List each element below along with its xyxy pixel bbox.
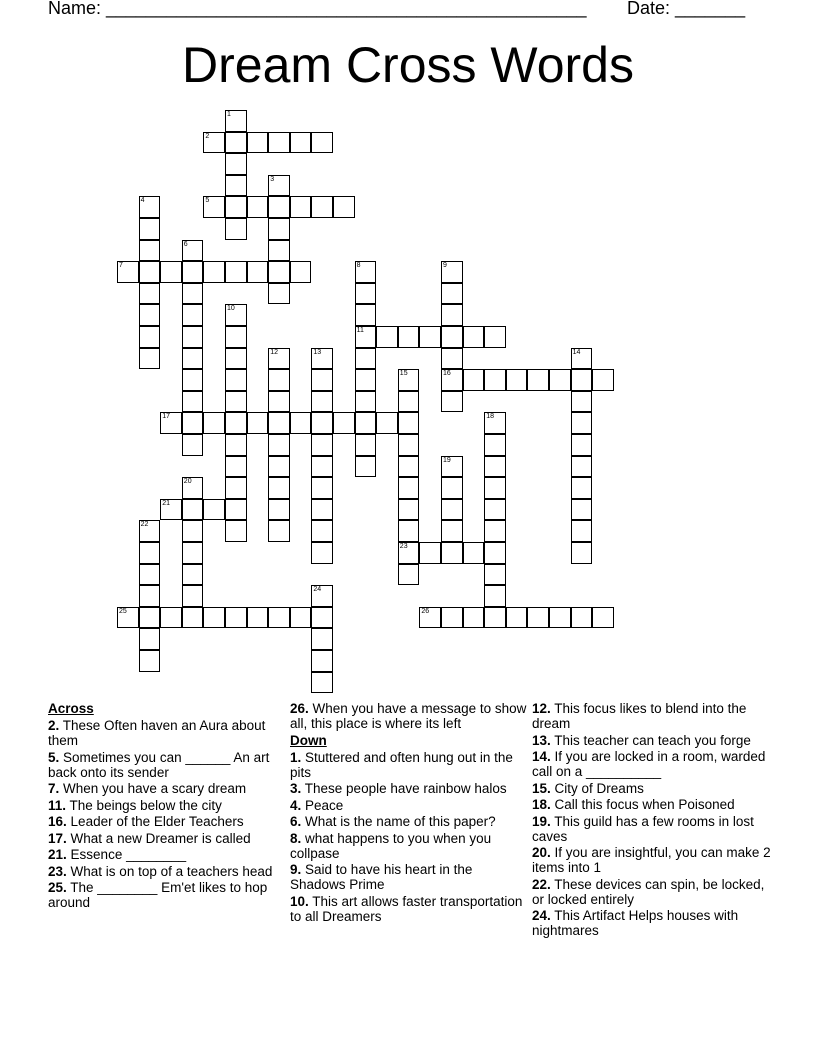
clue-number: 5. xyxy=(48,749,60,765)
grid-cell[interactable] xyxy=(441,607,463,629)
grid-cell[interactable] xyxy=(484,585,506,607)
grid-cell[interactable] xyxy=(441,369,463,391)
grid-cell[interactable] xyxy=(311,542,333,564)
grid-cell[interactable] xyxy=(268,175,290,197)
grid-cell[interactable] xyxy=(225,434,247,456)
clue-down-20 xyxy=(532,845,772,875)
grid-cell[interactable] xyxy=(160,607,182,629)
grid-cell[interactable] xyxy=(247,261,269,283)
date-field[interactable]: Date: _______ xyxy=(627,0,746,18)
grid-cell[interactable] xyxy=(441,283,463,305)
cell-number: 19 xyxy=(443,456,451,464)
grid-cell[interactable] xyxy=(139,261,161,283)
grid-cell[interactable] xyxy=(290,412,312,434)
grid-cell[interactable] xyxy=(203,499,225,521)
grid-cell[interactable] xyxy=(182,283,204,305)
grid-cell[interactable] xyxy=(398,456,420,478)
clues-column-3 xyxy=(532,701,772,940)
grid-cell[interactable] xyxy=(527,607,549,629)
clue-number: 20. xyxy=(532,845,551,860)
grid-cell[interactable] xyxy=(160,261,182,283)
grid-cell[interactable] xyxy=(139,283,161,305)
clue-across-21 xyxy=(48,847,288,862)
grid-cell[interactable] xyxy=(225,261,247,283)
clue-across-11 xyxy=(48,798,288,813)
clue-text: Peace xyxy=(305,797,344,813)
clue-down-18 xyxy=(532,797,772,812)
grid-cell[interactable] xyxy=(268,607,290,629)
clue-down-15 xyxy=(532,781,772,796)
grid-cell[interactable] xyxy=(484,456,506,478)
grid-cell[interactable] xyxy=(398,326,420,348)
clue-down-14 xyxy=(532,749,772,779)
grid-cell[interactable] xyxy=(268,456,290,478)
clue-number: 8. xyxy=(290,830,302,846)
grid-cell[interactable] xyxy=(225,369,247,391)
grid-cell[interactable] xyxy=(311,348,333,370)
clue-text: What is the name of this paper? xyxy=(305,814,496,829)
grid-cell[interactable] xyxy=(571,542,593,564)
clue-across-16 xyxy=(48,814,288,829)
cell-number: 23 xyxy=(399,543,408,550)
grid-cell[interactable] xyxy=(592,369,614,391)
grid-cell[interactable] xyxy=(225,110,247,132)
grid-cell[interactable] xyxy=(225,326,247,348)
grid-cell[interactable] xyxy=(441,499,463,521)
clue-text: These people have rainbow halos xyxy=(304,781,507,796)
clue-number: 15. xyxy=(532,780,551,796)
clue-text: This Artifact Helps houses with nightmares xyxy=(532,908,739,938)
clue-down-3 xyxy=(290,781,530,796)
grid-cell[interactable] xyxy=(441,391,463,413)
grid-cell[interactable] xyxy=(182,607,204,629)
grid-cell[interactable] xyxy=(463,542,485,564)
grid-cell[interactable] xyxy=(290,261,312,283)
grid-cell[interactable] xyxy=(225,304,247,326)
grid-cell[interactable] xyxy=(311,391,333,413)
clue-across-23 xyxy=(48,864,288,879)
grid-cell[interactable] xyxy=(484,607,506,629)
grid-cell[interactable] xyxy=(484,477,506,499)
clue-down-13 xyxy=(532,733,772,748)
grid-cell[interactable] xyxy=(268,196,290,218)
clue-text: Said to have his heart in the Shadows Prime xyxy=(290,862,473,892)
grid-cell[interactable] xyxy=(376,412,398,434)
grid-cell[interactable] xyxy=(441,261,463,283)
grid-cell[interactable] xyxy=(268,132,290,154)
grid-cell[interactable] xyxy=(311,499,333,521)
cell-number: 25 xyxy=(119,607,127,615)
grid-cell[interactable] xyxy=(571,412,593,434)
cell-number: 10 xyxy=(227,305,235,313)
grid-cell[interactable] xyxy=(203,196,225,218)
grid-cell[interactable] xyxy=(571,499,593,521)
cell-number: 3 xyxy=(270,175,275,183)
grid-cell[interactable] xyxy=(571,477,593,499)
grid-cell[interactable] xyxy=(571,369,593,391)
grid-cell[interactable] xyxy=(247,132,269,154)
grid-cell[interactable] xyxy=(268,283,290,305)
grid-cell[interactable] xyxy=(182,261,204,283)
clue-text: These devices can spin, be locked, or locked entirely xyxy=(532,876,765,907)
grid-cell[interactable] xyxy=(268,520,290,542)
grid-cell[interactable] xyxy=(441,477,463,499)
grid-cell[interactable] xyxy=(139,240,161,262)
clue-text: Stuttered and often hung out in the pits xyxy=(290,749,513,780)
grid-cell[interactable] xyxy=(268,434,290,456)
clue-text: This focus likes to blend into the dream xyxy=(532,701,747,731)
grid-cell[interactable] xyxy=(160,412,182,434)
grid-cell[interactable] xyxy=(484,434,506,456)
grid-cell[interactable] xyxy=(182,477,204,499)
grid-cell[interactable] xyxy=(419,607,441,629)
grid-cell[interactable] xyxy=(182,564,204,586)
clue-across-7 xyxy=(48,781,288,796)
grid-cell[interactable] xyxy=(225,607,247,629)
clue-number: 7. xyxy=(48,781,60,796)
clue-across-26 xyxy=(290,701,530,731)
clue-text: If you are locked in a room, warded call on a __________ xyxy=(532,749,766,779)
grid-cell[interactable] xyxy=(225,348,247,370)
cell-number: 14 xyxy=(572,348,581,356)
clue-down-9 xyxy=(290,862,530,892)
grid-cell[interactable] xyxy=(247,412,269,434)
grid-cell[interactable] xyxy=(398,412,420,434)
grid-cell[interactable] xyxy=(463,369,485,391)
grid-cell[interactable] xyxy=(311,477,333,499)
grid-cell[interactable] xyxy=(355,412,377,434)
cell-number: 1 xyxy=(227,111,231,118)
grid-cell[interactable] xyxy=(139,520,161,542)
grid-cell[interactable] xyxy=(117,607,139,629)
grid-cell[interactable] xyxy=(398,434,420,456)
clue-number: 17. xyxy=(48,830,67,846)
clue-number: 26. xyxy=(290,701,309,716)
grid-cell[interactable] xyxy=(225,196,247,218)
grid-cell[interactable] xyxy=(268,369,290,391)
grid-cell[interactable] xyxy=(484,520,506,542)
grid-cell[interactable] xyxy=(268,391,290,413)
grid-cell[interactable] xyxy=(182,348,204,370)
grid-cell[interactable] xyxy=(268,240,290,262)
grid-cell[interactable] xyxy=(506,607,528,629)
clue-down-8 xyxy=(290,831,530,861)
grid-cell[interactable] xyxy=(268,348,290,370)
cell-number: 16 xyxy=(443,370,451,378)
grid-cell[interactable] xyxy=(441,456,463,478)
clue-number: 24. xyxy=(532,908,551,923)
grid-cell[interactable] xyxy=(182,412,204,434)
cell-number: 4 xyxy=(140,197,145,205)
grid-cell[interactable] xyxy=(398,542,420,564)
grid-cell[interactable] xyxy=(182,585,204,607)
grid-cell[interactable] xyxy=(311,607,333,629)
cell-number: 11 xyxy=(356,327,364,334)
grid-cell[interactable] xyxy=(355,369,377,391)
grid-cell[interactable] xyxy=(182,369,204,391)
grid-cell[interactable] xyxy=(268,477,290,499)
grid-cell[interactable] xyxy=(441,326,463,348)
grid-cell[interactable] xyxy=(571,391,593,413)
cell-number: 26 xyxy=(421,607,430,615)
grid-cell[interactable] xyxy=(311,456,333,478)
grid-cell[interactable] xyxy=(225,499,247,521)
grid-cell[interactable] xyxy=(549,607,571,629)
clue-number: 11. xyxy=(48,797,67,813)
grid-cell[interactable] xyxy=(571,520,593,542)
grid-cell[interactable] xyxy=(139,304,161,326)
grid-cell[interactable] xyxy=(182,304,204,326)
clue-down-4 xyxy=(290,798,530,813)
grid-cell[interactable] xyxy=(182,499,204,521)
grid-cell[interactable] xyxy=(139,348,161,370)
clue-text: what happens to you when you collpase xyxy=(290,830,492,861)
clue-text: When you have a scary dream xyxy=(63,781,247,796)
grid-cell[interactable] xyxy=(398,564,420,586)
grid-cell[interactable] xyxy=(311,650,333,672)
grid-cell[interactable] xyxy=(225,412,247,434)
grid-cell[interactable] xyxy=(398,391,420,413)
clue-text: This art allows faster transportation to all Dreamers xyxy=(290,893,523,924)
grid-cell[interactable] xyxy=(225,132,247,154)
grid-cell[interactable] xyxy=(484,564,506,586)
clue-number: 9. xyxy=(290,862,302,877)
clue-number: 14. xyxy=(532,749,551,764)
clue-text: The ________ Em'et likes to hop around xyxy=(48,880,268,910)
clue-text: This teacher can teach you forge xyxy=(554,732,751,748)
cell-number: 20 xyxy=(183,478,192,486)
clue-number: 10. xyxy=(290,893,309,909)
grid-cell[interactable] xyxy=(290,132,312,154)
clue-down-1 xyxy=(290,750,530,780)
grid-cell[interactable] xyxy=(355,391,377,413)
grid-cell[interactable] xyxy=(139,585,161,607)
clue-text: This guild has a few rooms in lost caves xyxy=(532,813,754,844)
grid-cell[interactable] xyxy=(117,261,139,283)
grid-cell[interactable] xyxy=(355,348,377,370)
cell-number: 12 xyxy=(270,348,278,356)
grid-cell[interactable] xyxy=(139,542,161,564)
grid-cell[interactable] xyxy=(376,326,398,348)
grid-cell[interactable] xyxy=(311,628,333,650)
name-field[interactable]: Name: ________________________________________________ xyxy=(48,0,587,18)
clue-number: 25. xyxy=(48,880,67,895)
grid-cell[interactable] xyxy=(398,477,420,499)
clue-number: 23. xyxy=(48,863,67,879)
page-title: Dream Cross Words xyxy=(182,37,634,93)
grid-cell[interactable] xyxy=(484,412,506,434)
grid-cell[interactable] xyxy=(355,456,377,478)
grid-cell[interactable] xyxy=(398,499,420,521)
clue-down-6 xyxy=(290,814,530,829)
grid-cell[interactable] xyxy=(311,369,333,391)
grid-cell[interactable] xyxy=(182,240,204,262)
grid-cell[interactable] xyxy=(311,585,333,607)
grid-cell[interactable] xyxy=(484,499,506,521)
grid-cell[interactable] xyxy=(160,499,182,521)
across-heading: Across xyxy=(48,701,94,716)
clue-across-25 xyxy=(48,880,288,910)
cell-number: 18 xyxy=(486,413,494,421)
grid-cell[interactable] xyxy=(225,477,247,499)
grid-cell[interactable] xyxy=(225,153,247,175)
grid-cell[interactable] xyxy=(571,348,593,370)
clue-down-12 xyxy=(532,701,772,731)
cell-number: 8 xyxy=(356,262,361,270)
grid-cell[interactable] xyxy=(463,326,485,348)
clue-down-19 xyxy=(532,814,772,844)
clue-text: When you have a message to show all, this place is where its left xyxy=(290,701,527,731)
clue-text: What a new Dreamer is called xyxy=(70,830,251,846)
grid-cell[interactable] xyxy=(571,607,593,629)
cell-number: 5 xyxy=(205,197,210,205)
grid-cell[interactable] xyxy=(355,283,377,305)
clue-number: 3. xyxy=(290,781,302,796)
grid-cell[interactable] xyxy=(203,261,225,283)
grid-cell[interactable] xyxy=(441,542,463,564)
clue-number: 6. xyxy=(290,814,302,829)
grid-cell[interactable] xyxy=(571,434,593,456)
clue-down-24 xyxy=(532,908,772,938)
grid-cell[interactable] xyxy=(398,520,420,542)
grid-cell[interactable] xyxy=(311,434,333,456)
clue-down-22 xyxy=(532,877,772,907)
grid-cell[interactable] xyxy=(549,369,571,391)
grid-cell[interactable] xyxy=(311,672,333,694)
grid-cell[interactable] xyxy=(268,499,290,521)
grid-cell[interactable] xyxy=(139,218,161,240)
grid-cell[interactable] xyxy=(182,326,204,348)
grid-cell[interactable] xyxy=(139,564,161,586)
grid-cell[interactable] xyxy=(268,412,290,434)
grid-cell[interactable] xyxy=(225,456,247,478)
grid-cell[interactable] xyxy=(527,369,549,391)
grid-cell[interactable] xyxy=(571,456,593,478)
grid-cell[interactable] xyxy=(441,304,463,326)
grid-cell[interactable] xyxy=(225,520,247,542)
clue-text: The beings below the city xyxy=(69,797,222,813)
grid-cell[interactable] xyxy=(139,650,161,672)
grid-cell[interactable] xyxy=(225,175,247,197)
clue-number: 4. xyxy=(290,797,302,813)
down-heading: Down xyxy=(290,732,327,748)
clue-text: What is on top of a teachers head xyxy=(70,863,273,879)
cell-number: 6 xyxy=(183,240,188,248)
grid-cell[interactable] xyxy=(311,196,333,218)
clues-column-1 xyxy=(48,701,288,912)
grid-cell[interactable] xyxy=(225,218,247,240)
grid-cell[interactable] xyxy=(139,628,161,650)
grid-cell[interactable] xyxy=(203,607,225,629)
cell-number: 24 xyxy=(313,586,322,594)
cell-number: 17 xyxy=(162,413,170,421)
grid-cell[interactable] xyxy=(419,542,441,564)
grid-cell[interactable] xyxy=(333,196,355,218)
grid-cell[interactable] xyxy=(139,607,161,629)
grid-cell[interactable] xyxy=(484,369,506,391)
grid-cell[interactable] xyxy=(333,412,355,434)
clue-text: These Often haven an Aura about them xyxy=(48,718,266,748)
grid-cell[interactable] xyxy=(203,412,225,434)
grid-cell[interactable] xyxy=(311,520,333,542)
grid-cell[interactable] xyxy=(182,391,204,413)
grid-cell[interactable] xyxy=(441,520,463,542)
grid-cell[interactable] xyxy=(182,520,204,542)
grid-cell[interactable] xyxy=(247,196,269,218)
clue-text: Leader of the Elder Teachers xyxy=(70,814,244,829)
grid-cell[interactable] xyxy=(247,607,269,629)
grid-cell[interactable] xyxy=(355,304,377,326)
clue-number: 19. xyxy=(532,813,551,829)
clue-number: 12. xyxy=(532,701,551,716)
cell-number: 21 xyxy=(162,499,170,507)
grid-cell[interactable] xyxy=(311,132,333,154)
cell-number: 22 xyxy=(140,521,149,529)
clue-number: 2. xyxy=(48,718,60,733)
grid-cell[interactable] xyxy=(419,326,441,348)
clue-number: 13. xyxy=(532,732,551,748)
clue-number: 22. xyxy=(532,876,551,892)
grid-cell[interactable] xyxy=(463,607,485,629)
grid-cell[interactable] xyxy=(506,369,528,391)
grid-cell[interactable] xyxy=(592,607,614,629)
clue-number: 18. xyxy=(532,797,551,812)
grid-cell[interactable] xyxy=(311,412,333,434)
clue-text: Essence ________ xyxy=(70,847,187,862)
grid-cell[interactable] xyxy=(203,132,225,154)
grid-cell[interactable] xyxy=(182,542,204,564)
cell-number: 15 xyxy=(399,370,408,378)
clue-text: Sometimes you can ______ An art back onto its sender xyxy=(48,749,270,780)
clue-number: 21. xyxy=(48,847,67,862)
grid-cell[interactable] xyxy=(441,348,463,370)
grid-cell[interactable] xyxy=(139,326,161,348)
grid-cell[interactable] xyxy=(398,369,420,391)
grid-cell[interactable] xyxy=(484,542,506,564)
clue-across-5 xyxy=(48,750,288,780)
cell-number: 13 xyxy=(313,348,322,356)
clue-number: 16. xyxy=(48,814,67,829)
grid-cell[interactable] xyxy=(268,261,290,283)
grid-cell[interactable] xyxy=(355,261,377,283)
grid-cell[interactable] xyxy=(290,607,312,629)
clue-text: If you are insightful, you can make 2 items into 1 xyxy=(532,845,771,875)
clue-text: Call this focus when Poisoned xyxy=(554,797,735,812)
clue-text: City of Dreams xyxy=(554,780,644,796)
clues-column-2 xyxy=(290,701,530,925)
clue-across-17 xyxy=(48,831,288,846)
cell-number: 2 xyxy=(205,132,210,140)
grid-cell[interactable] xyxy=(268,218,290,240)
grid-cell[interactable] xyxy=(355,434,377,456)
grid-cell[interactable] xyxy=(225,391,247,413)
clue-across-2 xyxy=(48,718,288,748)
grid-cell[interactable] xyxy=(139,196,161,218)
clue-down-10 xyxy=(290,894,530,924)
clue-number: 1. xyxy=(290,749,302,765)
cell-number: 7 xyxy=(119,262,123,270)
grid-cell[interactable] xyxy=(290,196,312,218)
cell-number: 9 xyxy=(443,262,447,270)
grid-cell[interactable] xyxy=(182,434,204,456)
grid-cell[interactable] xyxy=(484,326,506,348)
grid-cell[interactable] xyxy=(355,326,377,348)
